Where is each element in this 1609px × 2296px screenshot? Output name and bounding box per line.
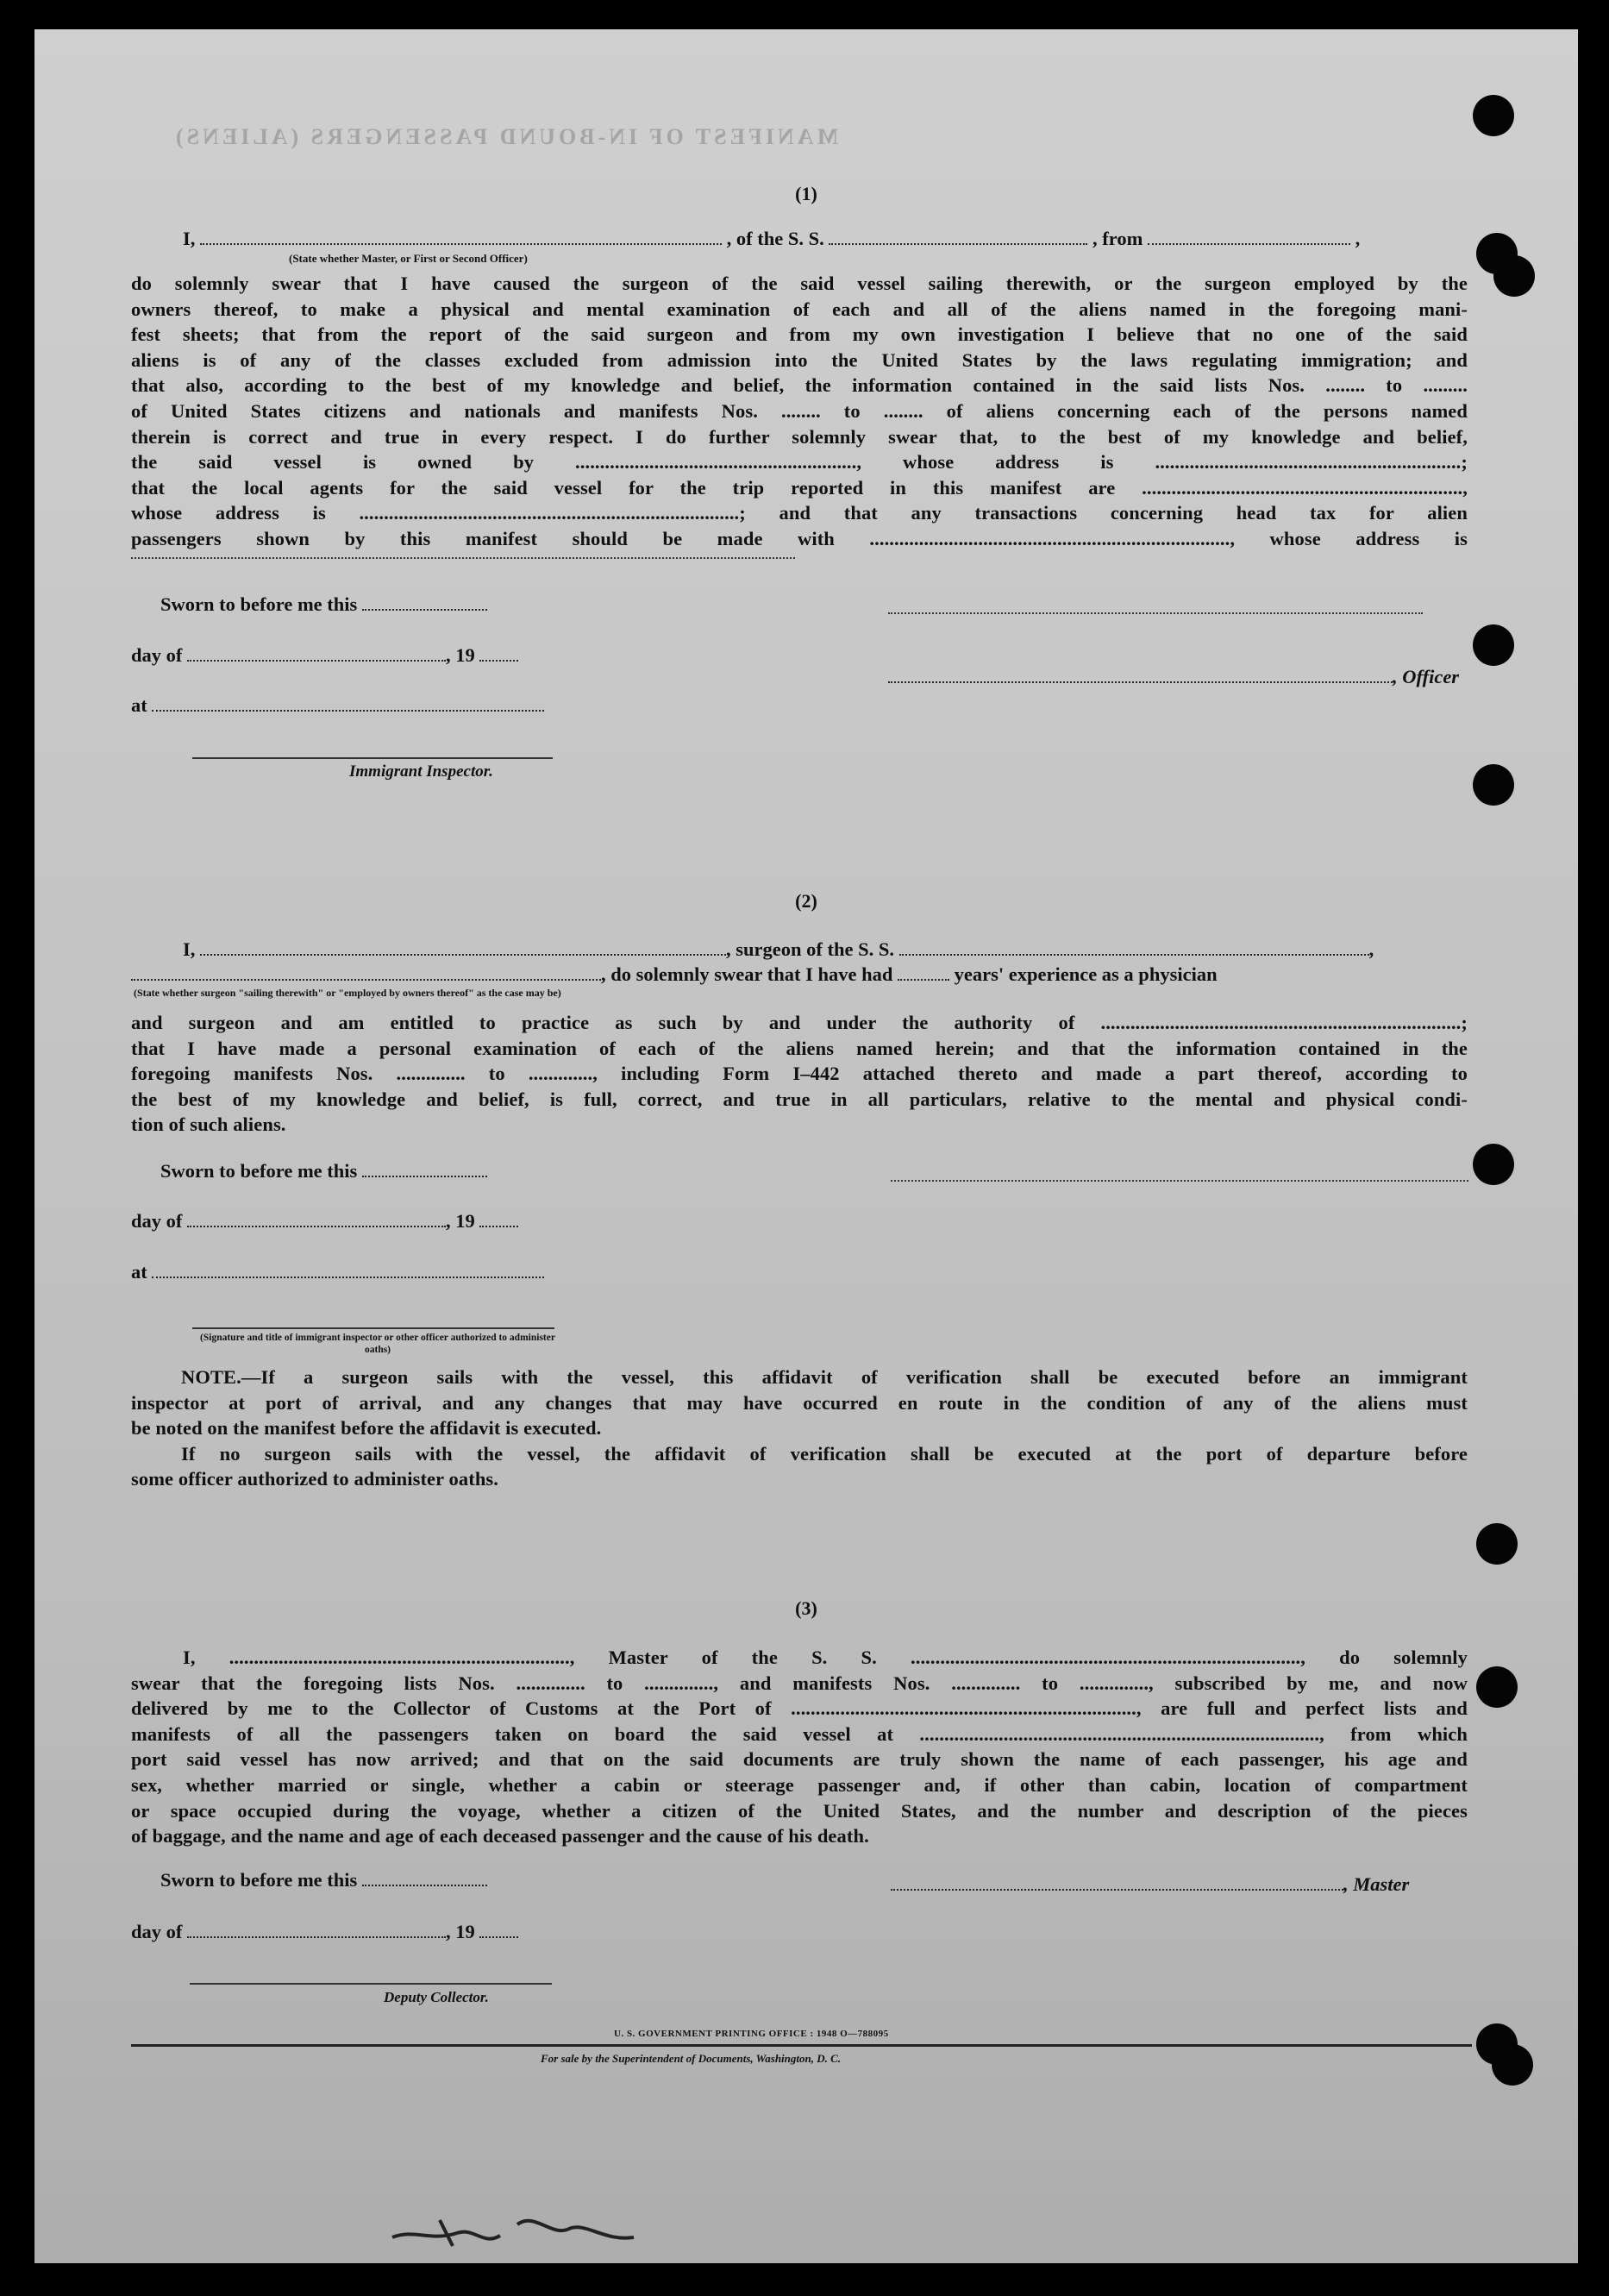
day-field[interactable] (187, 1921, 446, 1938)
body-line: manifests of all the passengers taken on board the said vessel at ................................................................................., from which (131, 1722, 1468, 1745)
officer-signature-line[interactable] (888, 612, 1423, 614)
note-line: some officer authorized to administer oaths. (131, 1468, 499, 1490)
body-line: passengers shown by this manifest should be made with ........................................................................., whose address is (131, 527, 1468, 549)
body-line: of United States citizens and nationals and manifests Nos. ........ to ........ of aliens concerning each of the persons named (131, 399, 1468, 422)
day-of-line-3 (131, 1921, 518, 1943)
at-place-field[interactable] (152, 694, 544, 712)
day-of-label: day of (131, 644, 183, 666)
at-label: at (131, 1261, 147, 1283)
master-label: , Master (1343, 1873, 1410, 1895)
officer-title-field[interactable] (888, 666, 1393, 683)
year-field[interactable] (479, 644, 518, 662)
surgeon-status-field[interactable] (131, 963, 601, 981)
note-block (131, 1364, 1468, 1492)
body-line: I, ....................................................................., Master of the S. S. ..............................................................................., do solemnly (183, 1647, 1468, 1668)
swear-label: , do solemnly swear that I have had (601, 963, 893, 985)
body-line: the said vessel is owned by ........................................................., whose address is ..............................................................; (131, 451, 1468, 474)
punch-hole (1476, 1666, 1518, 1708)
gpo-imprint: U. S. GOVERNMENT PRINTING OFFICE : 1948 O—788095 (614, 2029, 889, 2039)
master-signature-line (891, 1873, 1409, 1896)
section-3-number: (3) (795, 1597, 817, 1619)
at-line (131, 694, 544, 717)
day-field[interactable] (187, 644, 446, 662)
surgeon-vessel-field[interactable] (899, 938, 1369, 956)
body-line: that the local agents for the said vessel for the trip reported in this manifest are ................................................................., (131, 476, 1468, 499)
punch-hole (1493, 255, 1535, 297)
signature-caption: (Signature and title of immigrant inspector or other officer authorized to administer oaths) (200, 1333, 555, 1355)
sworn-line (160, 593, 487, 616)
surgeon-name-field[interactable] (200, 938, 726, 956)
day-of-label: day of (131, 1210, 183, 1232)
note-text: —If a surgeon sails with the vessel, this affidavit of verification shall be executed before an immigrant (241, 1366, 1468, 1388)
body-line: owners thereof, to make a physical and mental examination of each and all of the aliens named in the foregoing mani- (131, 298, 1468, 320)
punch-hole (1473, 764, 1514, 806)
years-field[interactable] (898, 963, 949, 981)
body-line: therein is correct and true in every respect. I do further solemnly swear that, to the best of my knowledge and belief, (131, 425, 1468, 448)
sworn-date-field[interactable] (362, 1869, 487, 1886)
inspector-signature-line[interactable] (192, 757, 553, 759)
body-line: swear that the foregoing lists Nos. .............. to .............., and manifests Nos. .............. to .............., subscribed by me, and now (131, 1672, 1468, 1694)
section-2-number: (2) (795, 890, 817, 912)
day-of-label: day of (131, 1921, 183, 1942)
day-of-line (131, 644, 518, 667)
note-line: be noted on the manifest before the affidavit is executed. (131, 1417, 602, 1440)
bleed-through-header: MANIFEST OF IN-BOUND PASSENGERS (ALIENS) (172, 124, 839, 149)
deputy-caption: Deputy Collector. (384, 1989, 489, 2005)
body-line: or space occupied during the voyage, whether a citizen of the United States, and the number and description of the pieces (131, 1799, 1468, 1822)
body-line: whose address is .............................................................................; and that any transactions concerning head tax for alien (131, 502, 1468, 524)
sworn-label: Sworn to before me this (160, 1869, 358, 1891)
note-label: NOTE. (181, 1366, 241, 1388)
year-field[interactable] (479, 1921, 518, 1938)
sworn-label: Sworn to before me this (160, 1160, 358, 1182)
punch-hole (1473, 624, 1514, 666)
sworn-date-field[interactable] (362, 1160, 487, 1177)
punch-hole (1473, 1144, 1514, 1185)
day-of-line-2 (131, 1210, 518, 1233)
body-line: do solemnly swear that I have caused the surgeon of the said vessel sailing therewith, or the surgeon employed by the (131, 273, 1468, 294)
line-end: , (1368, 938, 1374, 960)
body-line: tion of such aliens. (131, 1113, 286, 1136)
section-2-body (131, 1010, 1468, 1138)
note-line (131, 1364, 1468, 1390)
body-line: fest sheets; that from the report of the said surgeon and from my own investigation I believe that no one of the said (131, 323, 1468, 346)
section-1-body (131, 271, 1468, 552)
body-line: foregoing manifests Nos. .............. to ............., including Form I–442 attached thereto and made a part thereof, according to (131, 1063, 1468, 1085)
punch-hole (1492, 2044, 1533, 2086)
year-field[interactable] (479, 1210, 518, 1227)
body-line: aliens is of any of the classes excluded from admission into the United States by the laws regulating immigration; and (131, 348, 1468, 371)
at-place-field[interactable] (152, 1261, 544, 1278)
years-label: years' experience as a physician (954, 963, 1218, 985)
deputy-signature-line[interactable] (190, 1983, 552, 1985)
year-prefix: , 19 (446, 1210, 475, 1232)
section-3-body (131, 1645, 1468, 1849)
inspector-caption: Immigrant Inspector. (349, 762, 493, 781)
year-prefix: , 19 (446, 1921, 475, 1942)
year-prefix: , 19 (446, 644, 475, 666)
officer-name-field[interactable] (200, 228, 722, 245)
form-page (34, 29, 1578, 2263)
from-label: , from (1092, 228, 1143, 249)
surgeon-signature-line[interactable] (891, 1180, 1468, 1182)
at-label: at (131, 694, 147, 716)
body-line: and surgeon and am entitled to practice as such by and under the authority of .........................................................................; (131, 1012, 1468, 1033)
officer-label: , Officer (1393, 666, 1460, 687)
footer-rule (131, 2044, 1472, 2047)
note-line: If no surgeon sails with the vessel, the affidavit of verification shall be executed at the port of departure before (181, 1442, 1468, 1465)
master-signature-field[interactable] (891, 1873, 1343, 1891)
punch-hole (1476, 1523, 1518, 1565)
note-line: inspector at port of arrival, and any changes that may have occurred en route in the condition of any of the aliens must (131, 1391, 1468, 1414)
handwritten-mark (388, 2203, 638, 2255)
vessel-name-field[interactable] (829, 228, 1087, 245)
sworn-label: Sworn to before me this (160, 593, 358, 615)
officer-title-line (888, 666, 1459, 688)
from-port-field[interactable] (1148, 228, 1350, 245)
day-field[interactable] (187, 1210, 446, 1227)
of-ss-label: , of the S. S. (726, 228, 824, 249)
body-line: sex, whether married or single, whether a cabin or steerage passenger and, if other than cabin, location of compartment (131, 1773, 1468, 1796)
sworn-date-field[interactable] (362, 593, 487, 611)
line-end: , (1355, 228, 1361, 249)
sworn-line-3 (160, 1869, 487, 1891)
body-line: that also, according to the best of my knowledge and belief, the information contained in the said lists Nos. ........ to ......... (131, 374, 1468, 397)
i-label: I, (183, 228, 196, 249)
at-line-2 (131, 1261, 544, 1283)
section-1-first-line (183, 228, 1468, 250)
section-1-number: (1) (795, 183, 817, 204)
body-line: of baggage, and the name and age of each deceased passenger and the cause of his death. (131, 1825, 869, 1847)
officer-caption: (State whether Master, or First or Second Officer) (289, 252, 528, 265)
sworn-line-2 (160, 1160, 487, 1183)
body-line: port said vessel has now arrived; and that on the said documents are truly shown the name of each passenger, his age and (131, 1748, 1468, 1771)
surgeon-label: , surgeon of the S. S. (726, 938, 895, 960)
punch-hole (1473, 95, 1514, 136)
section-2-second-line (131, 963, 1218, 986)
sale-notice: For sale by the Superintendent of Documents, Washington, D. C. (541, 2052, 842, 2065)
i-label: I, (183, 938, 196, 960)
body-line: that I have made a personal examination of each of the aliens named herein; and that the information contained in the (131, 1037, 1468, 1059)
body-line: the best of my knowledge and belief, is full, correct, and true in all particulars, relative to the mental and physical condi- (131, 1088, 1468, 1110)
inspector-signature-line-2[interactable] (192, 1327, 554, 1329)
section-2-first-line (183, 938, 1374, 961)
address-line (131, 557, 795, 559)
surgeon-caption: (State whether surgeon "sailing therewith" or "employed by owners thereof" as the case may be) (134, 987, 561, 999)
body-line: delivered by me to the Collector of Customs at the Port of ......................................................................, are full and perfect lists and (131, 1697, 1468, 1720)
